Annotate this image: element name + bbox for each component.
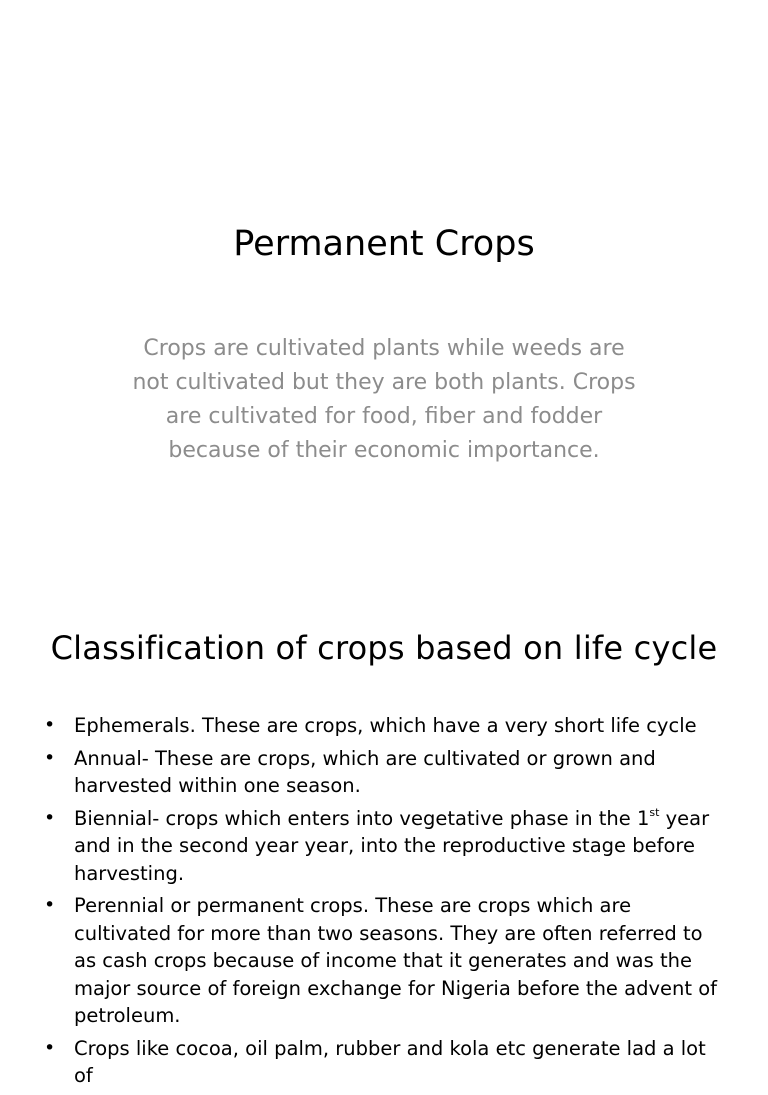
bullet-text: Ephemerals. These are crops, which have a very short life cycle: [74, 714, 697, 737]
slide-subtitle: Crops are cultivated plants while weeds are not cultivated but they are both plants. Crops are cultivated for food, fiber and fodder because of their economic importance.: [132, 336, 636, 463]
bullet-marker: •: [44, 894, 56, 916]
bullet-text: Crops like cocoa, oil palm, rubber and kola etc generate lad a lot of: [74, 1036, 706, 1087]
bullet-marker: •: [44, 1036, 56, 1059]
bullet-item: [0, 805, 768, 888]
bullet-item: [0, 745, 768, 800]
slide-heading: Classification of crops based on life cycle: [50, 629, 718, 667]
bullet-text: Perennial or permanent crops. These are crops which are cultivated for more than two seasons. They are often referred to as cash crops because of income that it generates and was the major source of foreign exchange for Nigeria before the advent of petroleum.: [74, 894, 717, 1027]
bullet-text-post: year and in the second year year, into the reproductive stage before harvesting.: [74, 806, 710, 885]
bullet-item: [0, 1035, 768, 1090]
bullet-marker: •: [44, 714, 56, 736]
bullet-text: Annual- These are crops, which are cultivated or grown and harvested within one season.: [74, 746, 656, 797]
bullet-marker: •: [44, 806, 56, 829]
bullet-marker: •: [44, 746, 56, 769]
slide-2: [0, 576, 768, 1087]
bullet-list: [0, 712, 768, 1095]
bullet-text-pre: Biennial- crops which enters into vegetative phase in the 1: [74, 806, 650, 830]
bullet-item: [0, 892, 768, 1030]
bullet-superscript: st: [649, 806, 660, 819]
bullet-item: [0, 712, 768, 740]
slide-title: Permanent Crops: [233, 224, 535, 264]
